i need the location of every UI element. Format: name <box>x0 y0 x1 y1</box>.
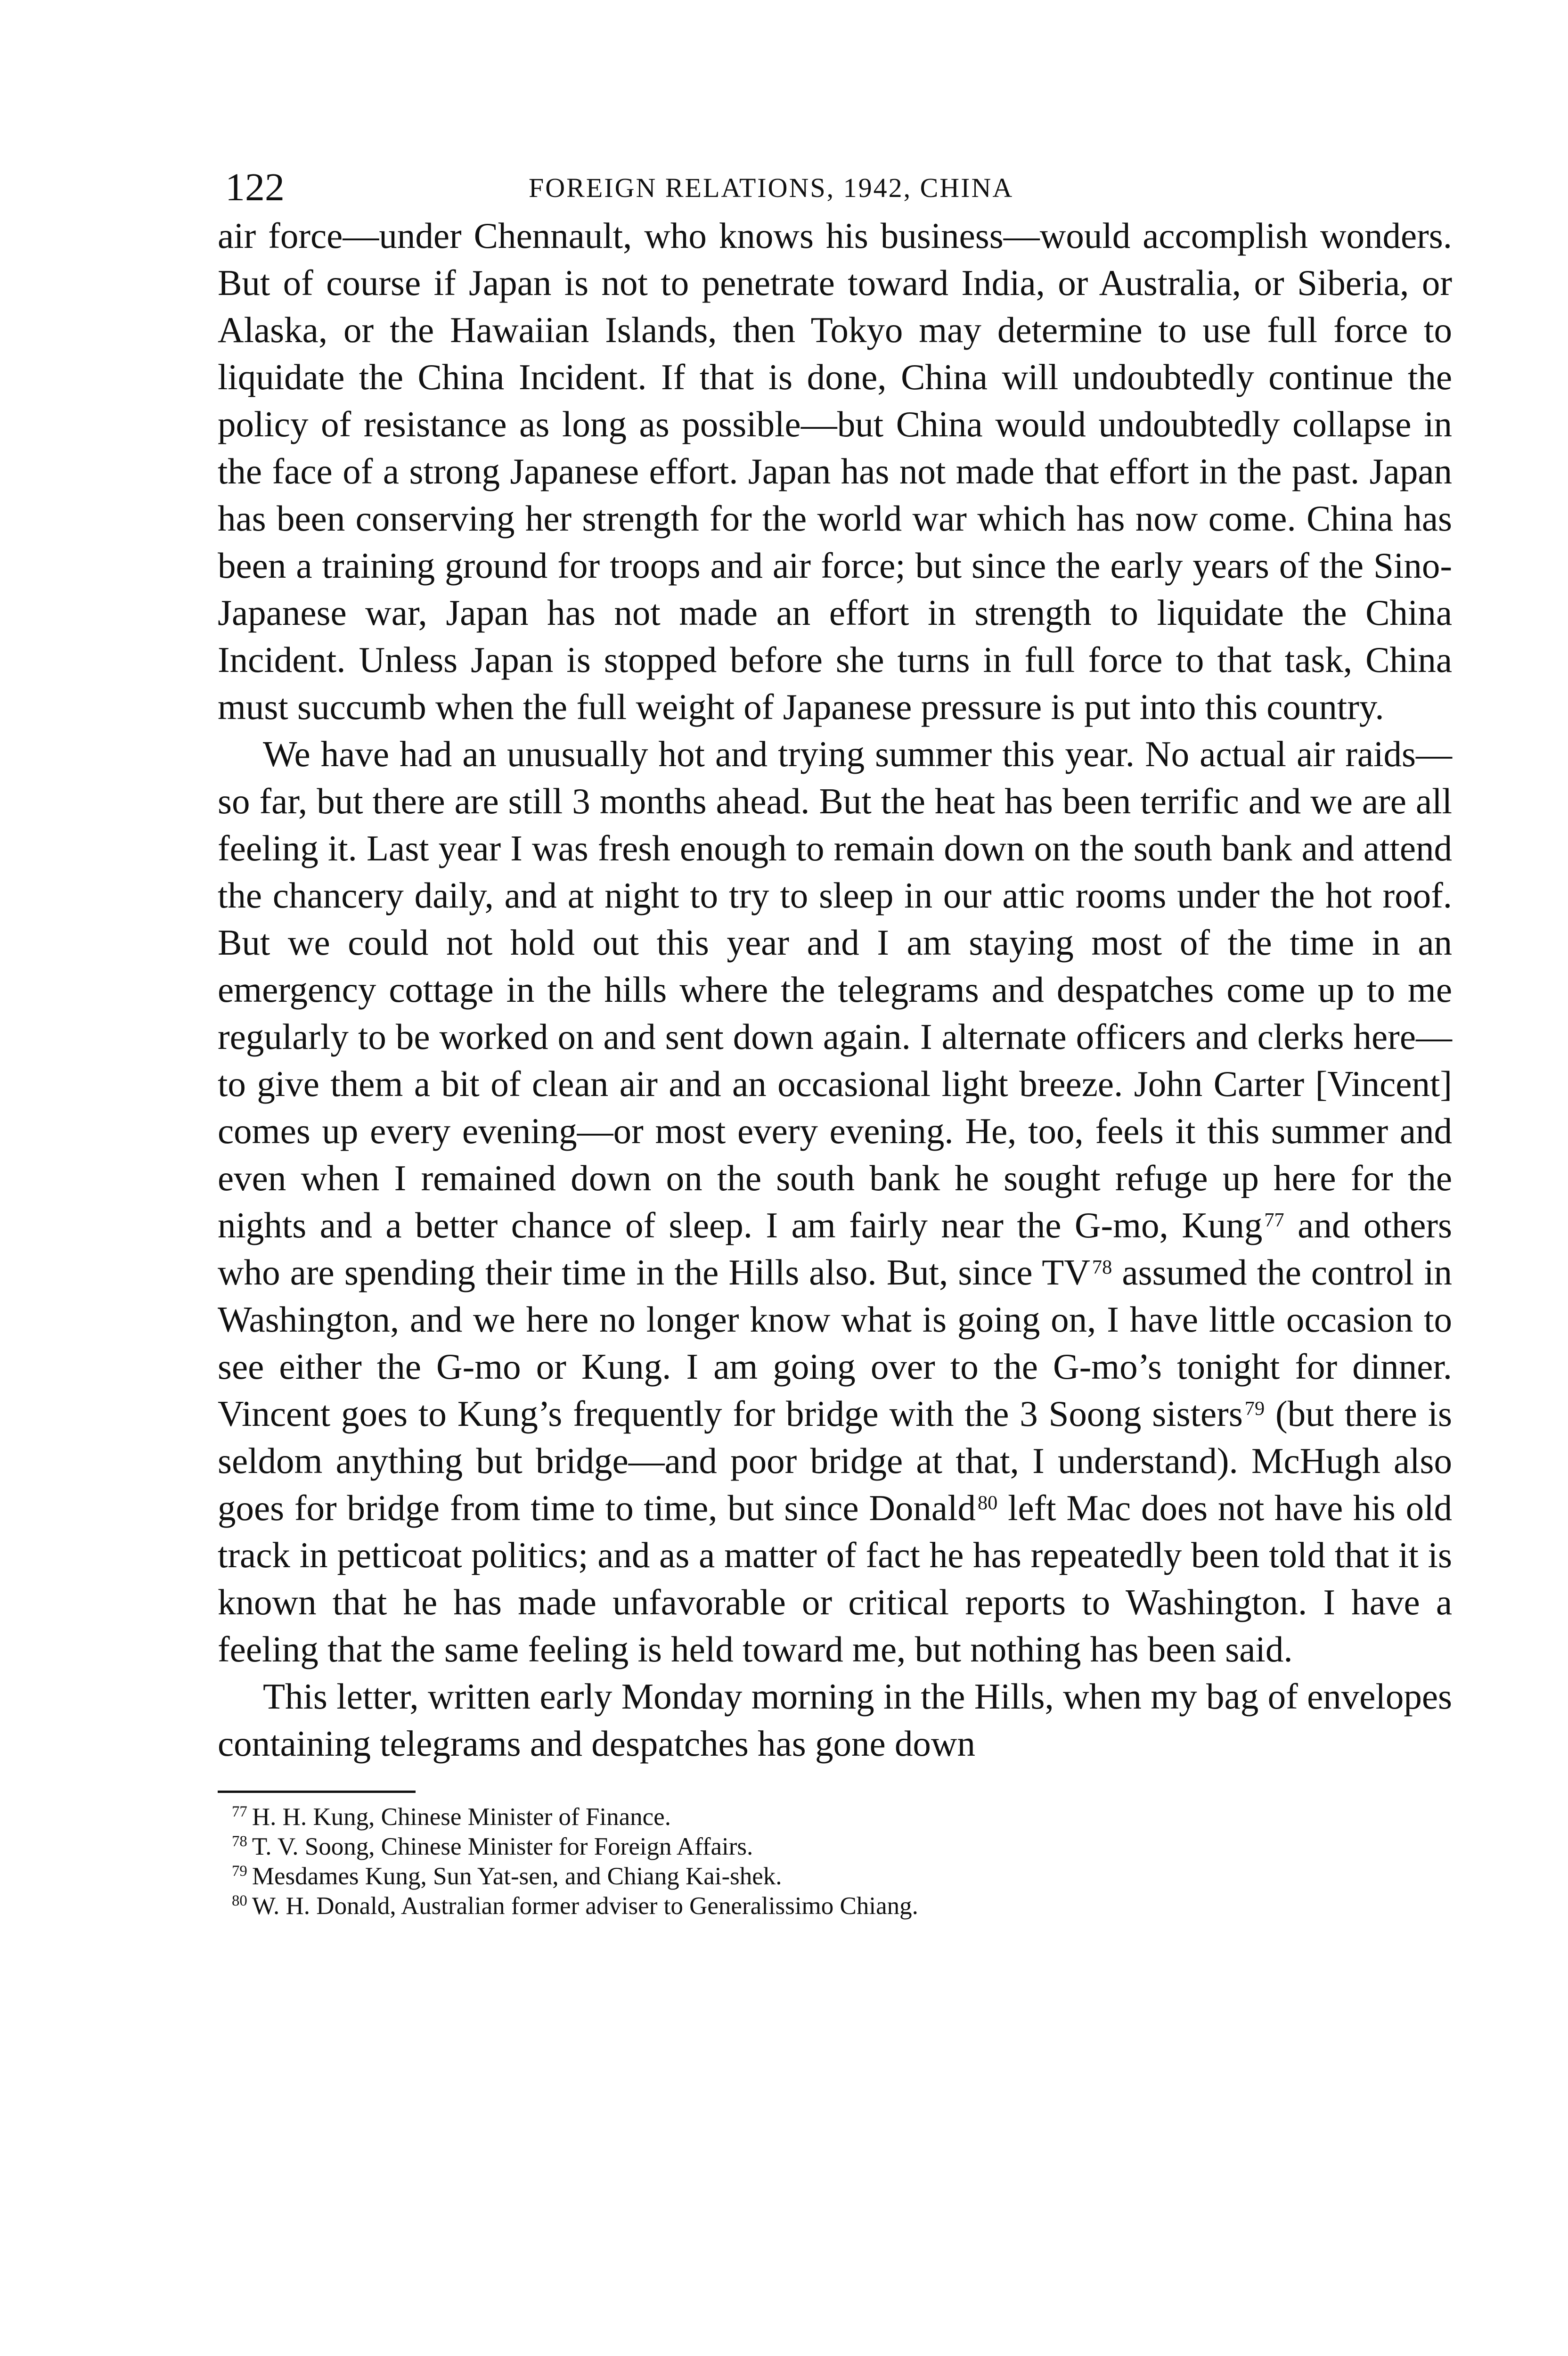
footnote-number: 80 <box>232 1892 247 1909</box>
paragraph-3 <box>218 1673 1452 1767</box>
paragraph-2 <box>218 730 1452 1673</box>
footnote-number: 78 <box>232 1832 247 1850</box>
paragraph-text: This letter, written early Monday morning in the Hills, when my bag of envelopes containing telegrams and despatches has gone down <box>218 1676 1452 1764</box>
footnote-79 <box>232 1862 1452 1891</box>
footnote-77 <box>232 1802 1452 1832</box>
paragraph-text: We have had an unusually hot and trying summer this year. No actual air raids—so far, but there are still 3 months ahead. But the heat has been terrific and we are all feeling it. Last year I was fresh enough to remain down on the south bank and attend the chancery daily, and at night to try to sleep in our attic rooms under the hot roof. But we could not hold out this year and I am staying most of the time in an emergency cottage in the hills where the telegrams and despatches come up to me regularly to be worked on and sent down again. I alternate officers and clerks here—to give them a bit of clean air and an occasional light breeze. John Carter [Vincent] comes up every evening—or most every evening. He, too, feels it this summer and even when I remained down on the south bank he sought refuge up here for the nights and a better chance of sleep. I am fairly near the G-mo, Kung <box>218 734 1452 1245</box>
paragraph-text: (but there is seldom anything but bridge—and poor bridge at that, I understand). McHugh also goes for bridge from time to time, but since Donald <box>218 1393 1453 1528</box>
paragraph-text: air force—under Chennault, who knows his business—would accomplish wonders. But of course if Japan is not to penetrate toward India, or Australia, or Siberia, or Alaska, or the Hawaiian Islands, then Tokyo may determine to use full force to liquidate the China Incident. If that is done, China will undoubtedly continue the policy of resistance as long as possible—but China would undoubtedly collapse in the face of a strong Japanese effort. Japan has not made that effort in the past. Japan has been conserving her strength for the world war which has now come. China has been a training ground for troops and air force; but since the early years of the Sino-Japanese war, Japan has not made an effort in strength to liquidate the China Incident. Unless Japan is stopped before she turns in full force to that task, China must succumb when the full weight of Japanese pressure is put into this country. <box>218 215 1452 727</box>
footnote-78 <box>232 1832 1452 1862</box>
running-head: FOREIGN RELATIONS, 1942, CHINA <box>529 172 1014 203</box>
footnote-ref-79[interactable]: 79 <box>1244 1397 1265 1420</box>
footnote-divider <box>218 1791 416 1793</box>
footnote-text: W. H. Donald, Australian former adviser to Generalissimo Chiang. <box>252 1892 918 1920</box>
footnote-ref-80[interactable]: 80 <box>978 1491 998 1514</box>
paragraph-text: assumed the control in Washington, and we here no longer know what is going on, I have little occasion to see either the G-mo or Kung. I am going over to the G-mo’s tonight for dinner. Vincent goes to Kung’s frequently for bridge with the 3 Soong sisters <box>218 1252 1453 1434</box>
paragraph-text: and others who are spending their time in the Hills also. But, since TV <box>218 1205 1452 1293</box>
footnote-ref-78[interactable]: 78 <box>1092 1256 1112 1278</box>
footnote-ref-77[interactable]: 77 <box>1264 1209 1284 1231</box>
footnote-80 <box>232 1891 1452 1921</box>
body-text <box>218 212 1452 1767</box>
page-header <box>218 155 1452 212</box>
paragraph-1 <box>218 212 1452 730</box>
footnote-text: H. H. Kung, Chinese Minister of Finance. <box>252 1803 671 1831</box>
document-page <box>218 155 1452 1921</box>
footnote-number: 79 <box>232 1862 247 1880</box>
footnote-number: 77 <box>232 1803 247 1820</box>
footnote-text: T. V. Soong, Chinese Minister for Foreign Affairs. <box>252 1833 753 1860</box>
footnotes <box>218 1802 1452 1921</box>
paragraph-text: left Mac does not have his old track in petticoat politics; and as a matter of fact he has repeatedly been told that it is known that he has made unfavorable or critical reports to Washington. I have a feeling that the same feeling is held toward me, but nothing has been said. <box>218 1488 1452 1669</box>
footnote-text: Mesdames Kung, Sun Yat-sen, and Chiang Kai-shek. <box>252 1863 782 1890</box>
page-number: 122 <box>225 165 285 209</box>
